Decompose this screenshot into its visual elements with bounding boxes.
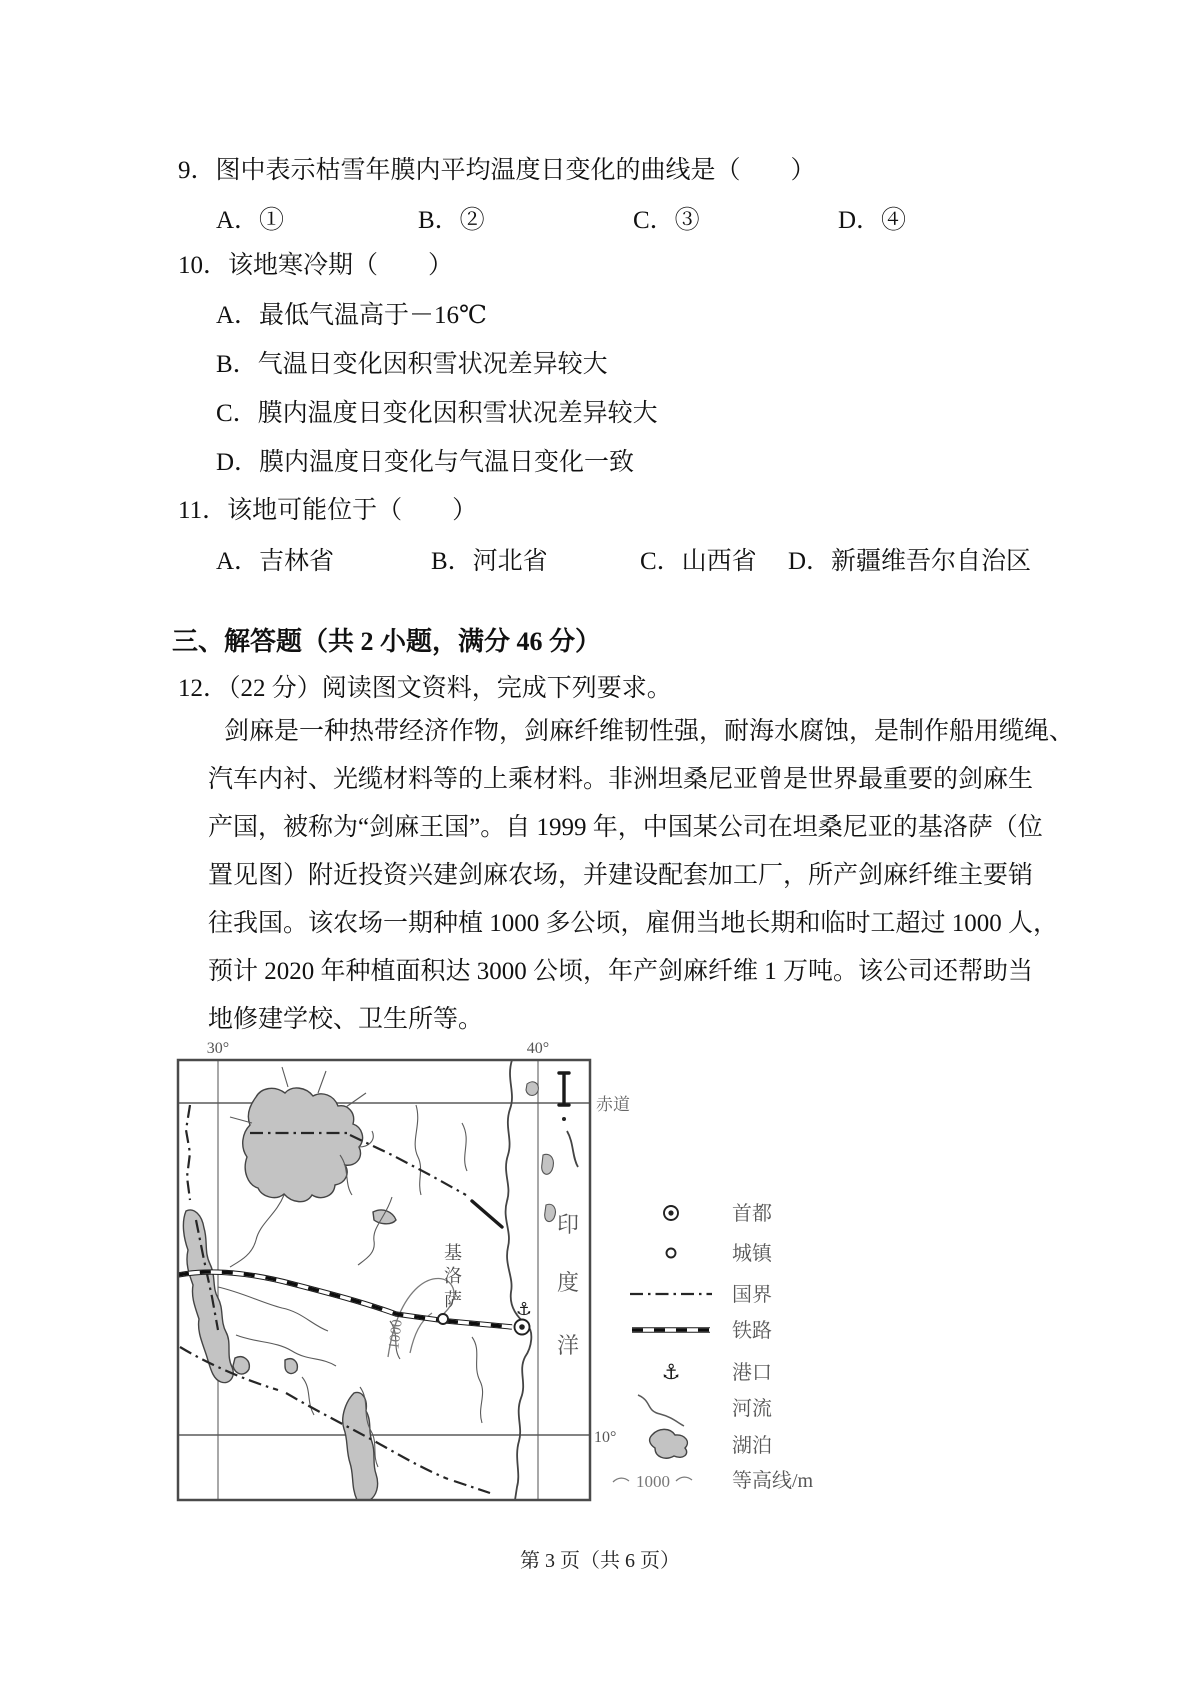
small-lake [233,1357,249,1374]
question-11-option-a: A．吉林省 [216,548,335,575]
longitude-label-30: 30° [206,1040,230,1057]
question-9-option-d: D．④ [838,207,907,234]
legend-lake-symbol [650,1429,688,1458]
page-number: 第 3 页（共 6 页） [520,1550,680,1572]
rivers [358,1197,392,1265]
indian-ocean-label [557,1212,579,1358]
national-boundary [186,1105,190,1200]
section-heading: 三、解答题（共 2 小题，满分 46 分） [172,627,602,656]
question-11-stem: 11．该地可能位于（ ） [178,497,478,524]
national-boundary [350,1135,466,1195]
question-12-lead: 12．（22 分）阅读图文资料，完成下列要求。 [178,675,672,702]
equator-label: 赤道 [596,1095,630,1114]
passage-line: 往我国。该农场一期种植 1000 多公顷，雇佣当地长期和临时工超过 1000 人， [208,910,1059,937]
question-11-option-d: D．新疆维吾尔自治区 [788,548,1032,575]
lake-tanganyika [183,1210,233,1383]
svg-text:萨: 萨 [444,1290,462,1310]
legend-contour-label: 等高线/m [732,1470,814,1492]
latitude-label-10: 10° [594,1429,617,1446]
contour-value-label: 1000 [386,1318,406,1351]
question-12-passage [208,708,1075,1044]
passage-line: 置见图）附近投资兴建剑麻农场，并建设配套加工厂，所产剑麻纤维主要销 [208,862,1034,889]
question-11-option-b: B．河北省 [431,548,548,575]
question-10-option-c: C．膜内温度日变化因积雪状况差异较大 [216,400,658,427]
question-10-stem: 10．该地寒冷期（ ） [178,252,454,279]
national-boundary [472,1201,502,1227]
legend-lake-label: 湖泊 [732,1435,772,1457]
question-11-options [216,547,1031,577]
island [526,1082,538,1096]
legend-port-label: 港口 [732,1362,772,1384]
passage-line: 产国，被称为“剑麻王国”。自 1999 年，中国某公司在坦桑尼亚的基洛萨（位 [208,814,1043,841]
map-frame [178,1060,590,1500]
passage-line: 汽车内衬、光缆材料等的上乘材料。非洲坦桑尼亚曾是世界最重要的剑麻生 [208,766,1034,793]
maritime-boundary-dot [562,1117,566,1121]
kilosa-label [444,1243,462,1310]
tanzania-map [160,1035,830,1505]
legend-river-label: 河流 [732,1398,772,1420]
passage-line: 地修建学校、卫生所等。 [208,1006,484,1033]
lake-malawi [343,1392,378,1500]
legend-capital-label: 首都 [732,1203,772,1225]
svg-text:印: 印 [556,1212,580,1237]
island [545,1204,556,1221]
rivers [302,1377,314,1415]
longitude-label-40: 40° [526,1040,550,1057]
kilosa-town-symbol [438,1314,448,1324]
question-9-option-a: A．① [216,207,285,234]
rivers [462,1123,467,1171]
svg-text:洛: 洛 [444,1266,462,1286]
maritime-boundary [559,1073,569,1105]
legend-railway-label: 铁路 [732,1320,772,1342]
passage-line: 剑麻是一种热带经济作物，剑麻纤维韧性强，耐海水腐蚀，是制作船用缆绳、 [224,718,1075,745]
rivers [415,1105,421,1195]
map-figure [160,1035,830,1505]
rivers [230,1195,284,1267]
question-10-option-d: D．膜内温度日变化与气温日变化一致 [216,449,635,476]
map-legend [613,1202,814,1492]
legend-capital-dot [668,1210,673,1215]
question-9-options [216,206,906,236]
rivers [472,1337,483,1423]
legend-port-anchor-icon: ⚓ [661,1360,681,1384]
small-lake [373,1210,396,1224]
svg-text:度: 度 [556,1270,580,1295]
legend-contour-tilde-right [676,1477,692,1481]
question-11-option-c: C．山西省 [640,548,757,575]
maritime-boundary-curve [567,1131,578,1167]
legend-river-symbol [638,1395,684,1426]
capital-symbol-dot [519,1324,525,1330]
rivers [218,1287,328,1331]
svg-text:基: 基 [444,1243,462,1263]
question-9-stem: 9．图中表示枯雪年膜内平均温度日变化的曲线是（ ） [178,157,816,184]
passage-line: 预计 2020 年种植面积达 3000 公顷，年产剑麻纤维 1 万吨。该公司还帮助当 [208,958,1034,985]
legend-boundary-label: 国界 [732,1284,772,1306]
lake-victoria [243,1088,363,1202]
legend-town-symbol [667,1249,676,1258]
small-lake [285,1359,297,1374]
question-9-option-c: C．③ [633,207,700,234]
legend-town-label: 城镇 [732,1243,772,1265]
question-9-option-b: B．② [418,207,485,234]
coastline [506,1060,532,1500]
question-10-option-b: B．气温日变化因积雪状况差异较大 [216,351,608,378]
port-anchor-icon: ⚓ [515,1299,533,1320]
legend-contour-value: 1000 [636,1472,670,1491]
svg-text:洋: 洋 [556,1333,580,1358]
island [542,1154,554,1174]
legend-contour-tilde-left [613,1478,629,1482]
question-10-option-a: A．最低气温高于－16℃ [216,302,488,329]
